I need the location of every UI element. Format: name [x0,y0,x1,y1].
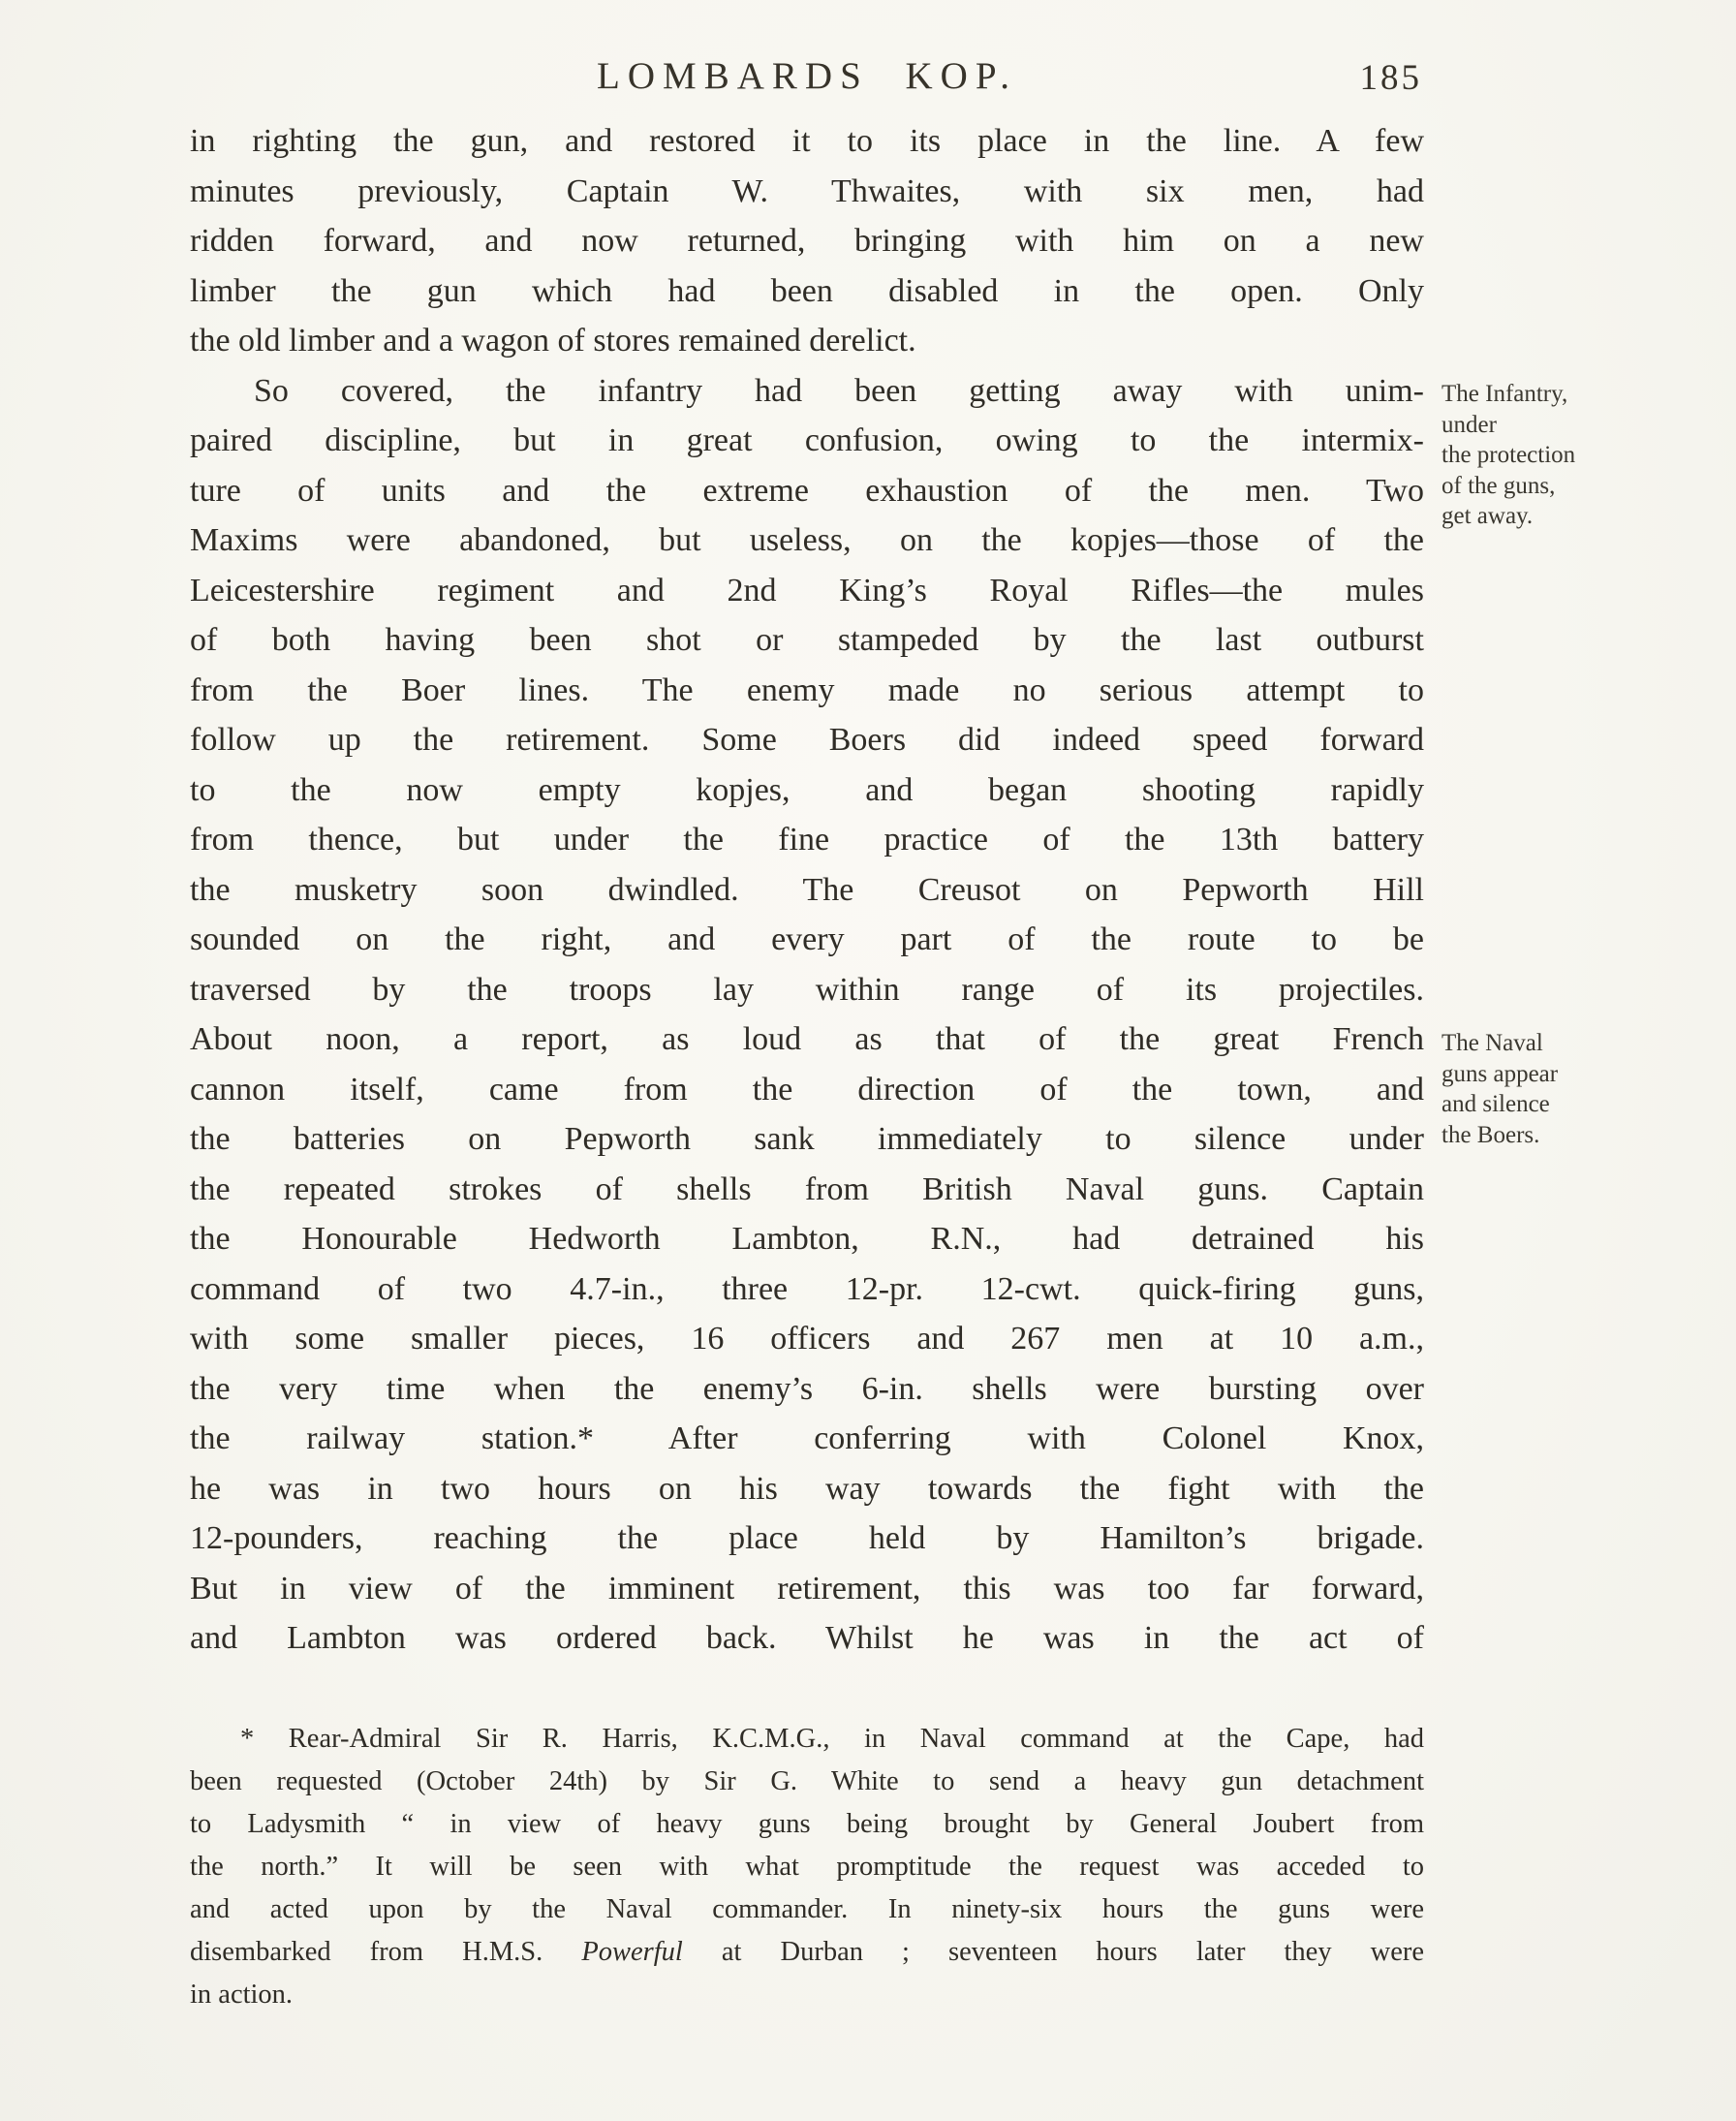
text-line: The Naval [1442,1030,1543,1056]
text-line: from the Boer lines. The enemy made no serious attempt to [190,671,1424,708]
text-line: he was in two hours on his way towards the fight with the [190,1470,1424,1507]
text-line: But in view of the imminent retirement, this was too far forward, [190,1570,1424,1606]
text-segment: disembarked from H.M.S. [190,1937,582,1967]
text-line: follow up the retirement. Some Boers did indeed speed forward [190,722,1424,758]
text-line: Leicestershire regiment and 2nd King’s Royal Rifles—the mules [190,572,1424,608]
text-line: guns appear [1442,1060,1559,1087]
text-line: the north.” It will be seen with what promptitude the request was acceded to [190,1852,1424,1882]
text-line: get away. [1442,503,1534,529]
text-line: 12-pounders, reaching the place held by Hamilton’s brigade. [190,1520,1424,1556]
text-line: the batteries on Pepworth sank immediately to silence under [190,1121,1424,1157]
text-line: the very time when the enemy’s 6-in. shells were bursting over [190,1370,1424,1407]
text-line: and silence [1442,1091,1550,1117]
text-line: ridden forward, and now returned, bringing with him on a new [190,223,1424,259]
text-line: to Ladysmith “ in view of heavy guns being brought by General Joubert from [190,1809,1424,1839]
text-line: traversed by the troops lay within range of its projectiles. [190,971,1424,1008]
sidenote-naval-guns [1442,1028,1651,1150]
text-line: About noon, a report, as loud as that of the great French [190,1021,1424,1057]
text-line: cannon itself, came from the direction of the town, and [190,1071,1424,1107]
sidenote-infantry-get-away [1442,379,1651,532]
page-header [190,54,1424,105]
text-segment: at Durban ; seventeen hours later they were [682,1937,1425,1967]
text-line: been requested (October 24th) by Sir G. White to send a heavy gun detachment [190,1766,1424,1796]
paragraph-infantry-retirement [190,366,1424,1664]
text-line: * Rear-Admiral Sir R. Harris, K.C.M.G., in Naval command at the Cape, had [240,1724,1424,1754]
text-line: Maxims were abandoned, but useless, on the kopjes—those of the [190,522,1424,558]
text-line: in action. [190,1980,294,2010]
text-line: of both having been shot or stampeded by the last outburst [190,622,1424,658]
paragraph-continuation [190,116,1424,366]
text-line: the repeated strokes of shells from British Naval guns. Captain [190,1170,1424,1207]
running-title: LOMBARDS KOP. [597,55,1017,97]
text-line: command of two 4.7-in., three 12-pr. 12-cwt. quick-firing guns, [190,1270,1424,1307]
main-text-column [190,116,1424,1664]
text-line: limber the gun which had been disabled in the open. Only [190,272,1424,309]
page-number: 185 [1359,58,1422,98]
text-line: The Infantry, [1442,381,1568,407]
text-line: the old limber and a wagon of stores remained derelict. [190,323,916,359]
text-line: from thence, but under the fine practice of the 13th battery [190,822,1424,858]
text-line: the railway station.* After conferring with Colonel Knox, [190,1420,1424,1456]
text-line: to the now empty kopjes, and began shooting rapidly [190,771,1424,808]
text-line: paired discipline, but in great confusion, owing to the intermix- [190,422,1424,458]
text-line: the musketry soon dwindled. The Creusot on Pepworth Hill [190,871,1424,908]
text-line: under [1442,411,1497,438]
text-line: in righting the gun, and restored it to its place in the line. A few [190,123,1424,159]
text-line: the Honourable Hedworth Lambton, R.N., had detrained his [190,1221,1424,1257]
text-line: of the guns, [1442,472,1556,499]
text-line: and Lambton was ordered back. Whilst he was in the act of [190,1620,1424,1656]
text-line: ture of units and the extreme exhaustion of the men. Two [190,472,1424,509]
text-line: minutes previously, Captain W. Thwaites, with six men, had [190,172,1424,209]
text-line: the Boers. [1442,1121,1540,1148]
text-line: sounded on the right, and every part of the route to be [190,921,1424,957]
text-line [190,1931,1424,1974]
italic-text: Powerful [581,1937,683,1967]
text-line: the protection [1442,442,1576,468]
text-line: and acted upon by the Naval commander. In ninety-six hours the guns were [190,1894,1424,1924]
footnote [190,1718,1424,2016]
text-line: with some smaller pieces, 16 officers and 267 men at 10 a.m., [190,1321,1424,1357]
text-line: So covered, the infantry had been getting away with unim- [254,372,1424,409]
